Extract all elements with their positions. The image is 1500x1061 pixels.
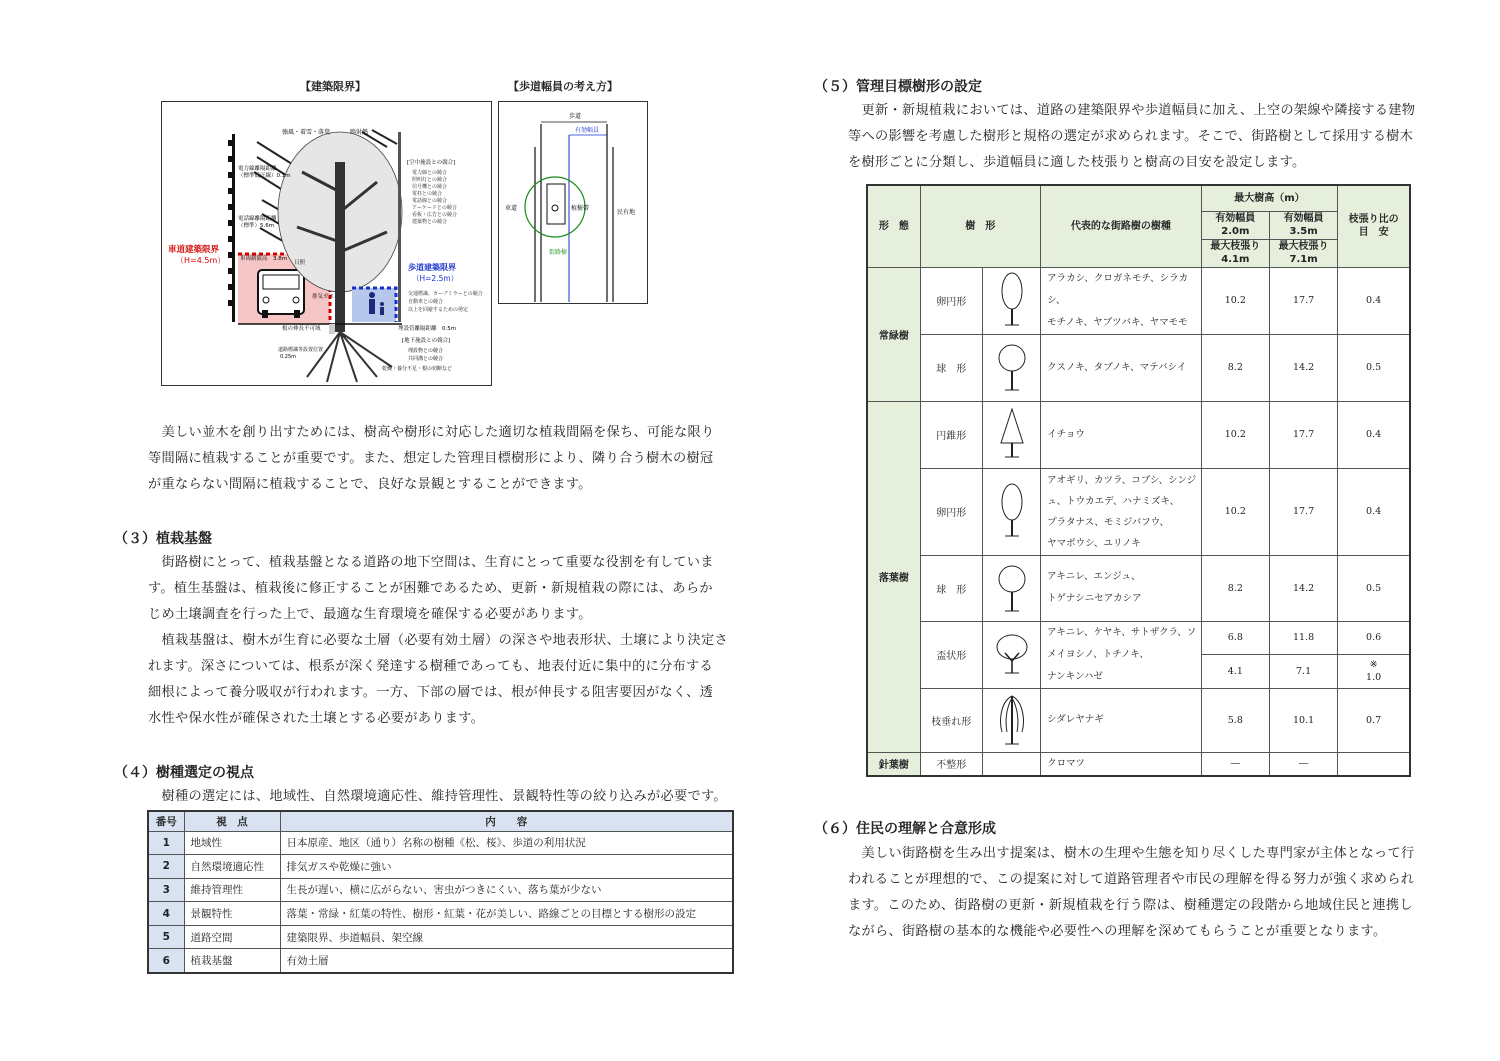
label-air-header: [空中施設との競合] [407,160,456,166]
col-header-ratio [1338,185,1410,267]
row-number: 6 [148,949,184,973]
table-row [867,468,1410,555]
paragraph-line: われることが理想的で、この提案に対して道路管理者や市民の理解を得る努力が強く求められ [848,872,1415,887]
label-buried-pipe: 埋設管離隔距離 0.5m [398,326,457,332]
paragraph-line: 水性や保水性が確保された土壌とする必要があります。 [148,711,485,726]
air-item: 照明灯との競合 [412,177,448,183]
air-item: 電柱との競合 [412,191,443,197]
branch-ratio: 0.4 [1338,468,1410,555]
row-content: 生長が遅い、横に広がらない、害虫がつきにくい、落ち葉が少ない [280,878,733,902]
species-line: アオギリ、カツラ、コブシ、シンジ [1047,474,1197,486]
spherical-tree-icon [982,555,1040,621]
tree-illustration-icon [278,132,402,382]
species-cell [1041,267,1202,334]
label-sun: 日照 [294,260,306,266]
col-header-max-height: 最大樹高（m） [1201,185,1338,211]
bus-icon [258,270,304,318]
section-5-heading: （５）管理目標樹形の設定 [814,79,982,95]
paragraph-line: 更新・新規植栽においては、道路の建築限界や歩道幅員に加え、上空の架線や隣接する建物 [848,103,1416,118]
branch-ratio: 0.7 [1338,688,1410,752]
branch-ratio: 0.4 [1338,401,1410,468]
label-road-limit-h: （H=4.5m） [176,256,226,265]
utility-pole [398,132,401,322]
row-number: 4 [148,902,184,926]
header-text: 有効幅員 [1283,213,1324,224]
paragraph-line: が重ならない間隔に植栽することで、良好な景観とすることができます。 [148,477,592,492]
section-6-paragraph [848,841,1414,945]
air-item: アーケードとの競合 [412,205,457,211]
species-cell [1041,468,1202,555]
paragraph-line: 街路樹にとって、植栽基盤となる道路の地下空間は、生育にとって重要な役割を有していま [148,555,714,570]
air-item: 電力線との競合 [412,170,448,176]
col-header-species: 代表的な街路樹の樹種 [1041,185,1202,267]
label-car-limit: 車両制限高 3.8m [240,256,288,262]
label-exhaust: 排気ガス [312,294,335,300]
row-content: 日本原産、地区（通り）名称の樹種《松、桜》、歩道の利用状況 [280,831,733,855]
species-line: クロマツ [1047,757,1085,769]
table-header-row [867,185,1410,211]
max-height-2: 14.2 [1269,555,1337,621]
label-power-line: 電力線離隔距離 [238,166,277,172]
col-header-width-2 [1269,211,1337,239]
header-text: 2.0m [1221,226,1250,237]
header-text: 最大枝張り [1278,241,1329,252]
table-row [148,949,733,973]
paragraph-line: 等への影響を考慮した樹形と規格の選定が求められます。そこで、街路樹として採用する樹木 [848,129,1414,144]
label-planting-strip: 植樹帯 [571,205,590,212]
ratio-note-mark: ※ [1369,659,1378,671]
table-row [867,267,1410,334]
max-height-2: 7.1 [1269,655,1337,689]
header-text: 4.1m [1221,254,1250,265]
label-wind: 強風・着雪・落葉 [282,129,331,136]
viewpoint-table [147,810,734,974]
spherical-tree-icon [982,334,1040,401]
species-line: アキニレ、エンジュ、 [1047,571,1141,582]
paragraph-line: す。植生基盤は、植栽後に修正することが困難であるため、更新・新規植栽の際には、あらか [148,581,713,596]
table-row [867,334,1410,401]
shape-name: 卵円形 [920,468,982,555]
shape-name: 盃状形 [920,621,982,688]
row-viewpoint: 維持管理性 [184,878,280,902]
max-height-2: 17.7 [1269,401,1337,468]
ratio-value: 1.0 [1366,672,1382,684]
max-height-1: 6.8 [1201,621,1269,655]
species-line: シダレヤナギ [1047,714,1104,725]
row-number: 2 [148,855,184,879]
empty-icon-cell [982,752,1040,776]
shape-name: 枝垂れ形 [920,688,982,752]
air-item: 建築物との競合 [412,219,448,225]
table-row [867,401,1410,468]
row-number: 3 [148,878,184,902]
ratio-header-line: 目 安 [1358,227,1389,239]
species-line: アキニレ、ケヤキ、サトザクラ、ソ [1047,626,1197,638]
paragraph-line: を樹形ごとに分類し、歩道幅員に適した枝張りと樹高の目安を設定します。 [848,155,1306,170]
building-limit-diagram [162,102,491,385]
table-row [867,555,1410,621]
group-evergreen: 常緑樹 [867,267,920,401]
label-root-grow: 根の伸長不可域 [282,326,321,332]
fig-building-limit-title: 【建築限界】 [300,80,366,93]
branch-ratio: 0.5 [1338,555,1410,621]
max-height-1: ― [1201,752,1269,776]
branch-ratio: 0.5 [1338,334,1410,401]
under-item: 共同溝との競合 [408,356,444,362]
label-effective-width: 有効幅員 [575,127,600,134]
max-height-2: 17.7 [1269,468,1337,555]
branch-ratio: 0.4 [1338,267,1410,334]
label-walk-limit-h: （H=2.5m） [412,274,459,283]
label-walkway: 歩道 [569,113,582,120]
header-text: 7.1m [1289,254,1318,265]
species-cell [1041,752,1202,776]
label-road-limit: 車道建築限界 [168,245,220,255]
species-line: アラカシ、クロガネモチ、シラカシ、 [1047,272,1189,306]
col-header-number: 番号 [148,811,184,831]
label-roadway: 車道 [505,205,518,212]
table-row [867,688,1410,752]
col-header-width-1 [1201,211,1269,239]
table-row [148,878,733,902]
fig-sidewalk-width [498,101,648,304]
fig-building-limit [161,101,492,386]
air-item: 電話線との競合 [412,198,448,204]
shape-name: 球 形 [920,334,982,401]
species-line: モチノキ、ヤブツバキ、ヤマモモ [1047,316,1188,328]
label-private-land: 民有地 [617,209,636,216]
weeping-tree-icon [982,688,1040,752]
paragraph-line: 樹種の選定には、地域性、自然環境適応性、維持管理性、景観特性等の絞り込みが必要です。 [148,789,727,804]
header-text: 3.5m [1289,226,1318,237]
air-item: 信号機との競合 [412,184,448,190]
col-header-viewpoint: 視 点 [184,811,280,831]
section-3-paragraph [148,550,728,732]
species-line: ヤマボウシ、ユリノキ [1047,537,1141,549]
max-height-2: 10.1 [1269,688,1337,752]
fig-sidewalk-width-title: 【歩道幅員の考え方】 [508,80,618,93]
shape-name: 円錐形 [920,401,982,468]
paragraph-line: じめ土壌調査を行った上で、最適な生育環境を確保する必要があります。 [148,607,592,622]
row-number: 5 [148,925,184,949]
label-dry: 乾燥・養分不足・根の切断など [382,366,453,372]
label-sign-position-2: 0.25m [280,354,297,360]
max-height-1: 10.2 [1201,267,1269,334]
col-header-branch-1 [1201,239,1269,267]
row-viewpoint: 自然環境適応性 [184,855,280,879]
header-text: 最大枝張り [1210,241,1261,252]
max-height-1: 5.8 [1201,688,1269,752]
paragraph-line: れます。深さについては、根系が深く発達する樹種であっても、地表付近に集中的に分布する [148,659,714,674]
label-walk-limit: 歩道建築限界 [408,263,456,272]
species-cell [1041,621,1202,688]
label-power-line-2: （標準低圧線）0.1m [238,173,291,179]
col-header-branch-2 [1269,239,1337,267]
table-row [148,902,733,926]
conical-tree-icon [982,401,1040,468]
max-height-1: 10.2 [1201,401,1269,468]
label-phone-line-2: （標準）5.6m [238,223,275,229]
group-conifer: 針葉樹 [867,752,920,776]
max-height-1: 8.2 [1201,555,1269,621]
branch-ratio [1338,655,1410,689]
section-4-lead [148,784,727,810]
max-height-1: 10.2 [1201,468,1269,555]
species-line: メイヨシノ、トチノキ、 [1047,648,1149,660]
max-height-1: 8.2 [1201,334,1269,401]
branch-ratio [1338,752,1410,776]
section-5-paragraph [848,98,1415,176]
ovoid-tree-icon [982,267,1040,334]
row-viewpoint: 植栽基盤 [184,949,280,973]
ratio-header-line: 枝張り比の [1348,214,1399,226]
row-content: 落葉・常緑・紅葉の特性、樹形・紅葉・花が美しい、路線ごとの目標とする樹形の設定 [280,902,733,926]
row-content: 建築限界、歩道幅員、架空線 [280,925,733,949]
col-header-content: 内 容 [280,811,733,831]
walk-item: 自動車との競合 [408,299,444,305]
walk-item: 交通標識、カーブミラーとの競合 [408,291,483,297]
species-line: クスノキ、タブノキ、マテバシイ [1047,361,1187,373]
species-line: ナンキンハゼ [1047,670,1103,682]
intro-paragraph [148,420,714,498]
shape-name: 球 形 [920,555,982,621]
cup-shaped-tree-icon [982,621,1040,688]
label-sign-position: 道路標識等設置位置 [278,347,324,353]
paragraph-line: ながら、街路樹の基本的な機能や必要性への理解を深めてもらうことが重要となります。 [848,924,1387,939]
species-line: ュ、トウカエデ、ハナミズキ、 [1047,495,1180,507]
table-row [148,855,733,879]
species-cell [1041,334,1202,401]
under-item: 埋設物との競合 [408,348,444,354]
row-content: 有効土層 [280,949,733,973]
max-height-2: ― [1269,752,1337,776]
paragraph-line: 等間隔に植栽することが重要です。また、想定した管理目標樹形により、隣り合う樹木の樹冠 [148,451,714,466]
species-line: イチョウ [1047,428,1085,440]
col-header-shape: 樹 形 [920,185,1040,267]
row-viewpoint: 道路空間 [184,925,280,949]
table-row [148,831,733,855]
section-6-heading: （６）住民の理解と合意形成 [814,821,996,837]
group-deciduous: 落葉樹 [867,401,920,752]
air-item: 看板・広告との競合 [412,212,458,218]
row-viewpoint: 景観特性 [184,902,280,926]
table-header-row [148,811,733,831]
paragraph-line: 美しい並木を創り出すためには、樹高や樹形に対応した適切な植栽間隔を保ち、可能な限り [148,425,715,440]
header-text: 有効幅員 [1215,213,1256,224]
paragraph-line: 植栽基盤は、樹木が生育に必要な土層（必要有効土層）の深さや地表形状、土壌により決定さ [148,633,728,648]
paragraph-line: 細根によって養分吸収が行われます。一方、下部の層では、根が伸長する阻害要因がなく、透 [148,685,714,700]
species-cell [1041,401,1202,468]
ovoid-tree-icon [982,468,1040,555]
section-4-heading: （４）樹種選定の視点 [114,765,254,781]
walk-item: 以上を回避するための剪定 [408,307,469,313]
row-number: 1 [148,831,184,855]
sidewalk-width-diagram [499,102,647,303]
species-cell [1041,555,1202,621]
target-shape-table [866,184,1411,777]
max-height-2: 17.7 [1269,267,1337,334]
label-street-tree: 街路樹 [549,249,568,256]
paragraph-line: ます。このため、街路樹の更新・新規植栽を行う際は、樹種選定の段階から地域住民と連携し [848,898,1413,913]
section-3-heading: （３）植栽基盤 [114,531,212,547]
shape-name: 卵円形 [920,267,982,334]
max-height-2: 11.8 [1269,621,1337,655]
planting-strip [547,184,565,224]
branch-ratio: 0.6 [1338,621,1410,655]
label-phone-line: 電話線離隔距離 [238,216,277,222]
table-row [867,752,1410,776]
species-line: トゲナシニセアカシア [1047,593,1142,604]
height-scale [232,134,235,322]
row-content: 排気ガスや乾燥に強い [280,855,733,879]
max-height-2: 14.2 [1269,334,1337,401]
table-row [867,621,1410,655]
max-height-1: 4.1 [1201,655,1269,689]
shape-name: 不整形 [920,752,982,776]
species-line: プラタナス、モミジバフウ、 [1047,516,1169,528]
label-heat: 鳴射熱 [350,129,369,136]
row-viewpoint: 地域性 [184,831,280,855]
col-header-form: 形 態 [867,185,920,267]
paragraph-line: 美しい街路樹を生み出す提案は、樹木の生理や生態を知り尽くした専門家が主体となって行 [848,846,1415,861]
species-cell [1041,688,1202,752]
label-under-header: [地下施設との競合] [402,338,451,344]
table-row [148,925,733,949]
